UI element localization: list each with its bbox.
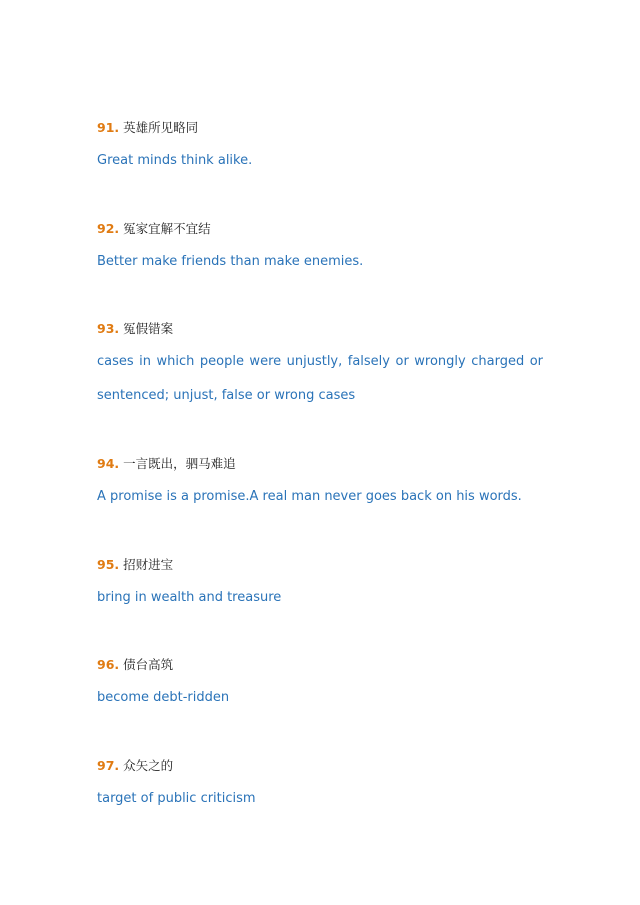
idiom-entry-96 [97, 657, 543, 706]
entry-number: 92. [97, 221, 120, 236]
chinese-idiom: 一言既出，驷马难追 [123, 456, 236, 471]
idiom-entry-94 [97, 456, 543, 505]
idiom-entry-97 [97, 758, 543, 807]
idiom-entry-91 [97, 120, 543, 169]
entry-heading [97, 321, 543, 337]
entry-number: 91. [97, 120, 120, 135]
english-translation: bring in wealth and treasure [97, 590, 282, 605]
entry-heading [97, 120, 543, 136]
entry-heading [97, 557, 543, 573]
chinese-idiom: 众矢之的 [123, 758, 174, 773]
chinese-idiom: 冤假错案 [123, 321, 174, 336]
chinese-idiom: 英雄所见略同 [123, 120, 199, 135]
entry-number: 93. [97, 321, 120, 336]
english-translation: become debt-ridden [97, 690, 230, 705]
english-translation: Great minds think alike. [97, 153, 253, 168]
idiom-entry-93 [97, 321, 543, 413]
idiom-entry-92 [97, 221, 543, 270]
english-translation: A promise is a promise.A real man never goes back on his words. [97, 489, 522, 504]
entry-number: 97. [97, 758, 120, 773]
chinese-idiom: 冤家宜解不宜结 [123, 221, 211, 236]
entry-number: 95. [97, 557, 120, 572]
entry-heading [97, 758, 543, 774]
entry-heading [97, 657, 543, 673]
idiom-entry-95 [97, 557, 543, 606]
english-translation: target of public criticism [97, 791, 256, 806]
entry-number: 96. [97, 657, 120, 672]
english-translation: cases in which people were unjustly, falsely or wrongly charged or sentenced; unjust, false or wrong cases [97, 354, 543, 403]
entry-heading [97, 221, 543, 237]
english-translation: Better make friends than make enemies. [97, 254, 364, 269]
chinese-idiom: 债台高筑 [123, 657, 174, 672]
entry-heading [97, 456, 543, 472]
entry-number: 94. [97, 456, 120, 471]
chinese-idiom: 招财进宝 [123, 557, 174, 572]
